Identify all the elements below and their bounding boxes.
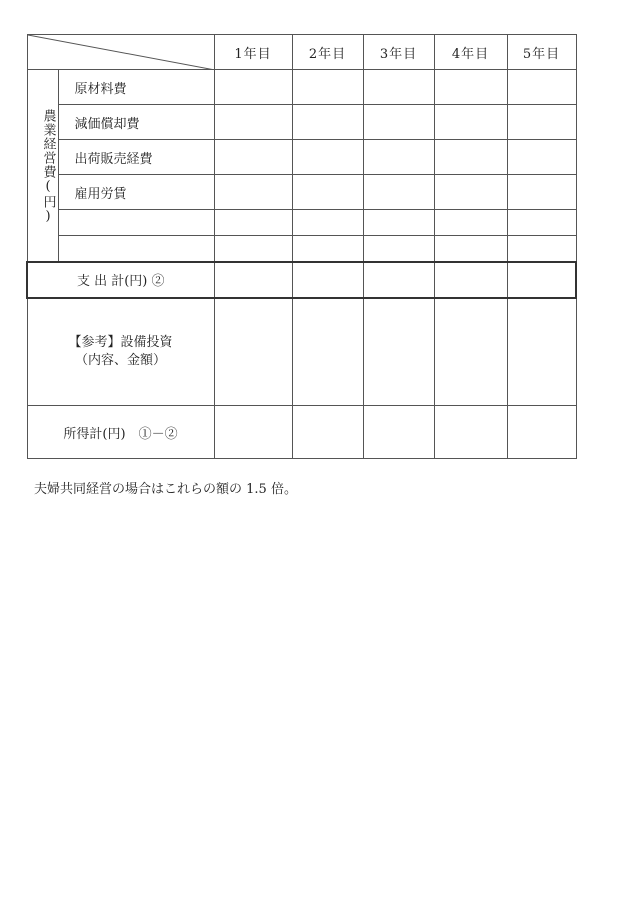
input-cell[interactable] [214, 262, 292, 298]
farm-expense-table [26, 34, 577, 459]
input-cell[interactable] [292, 70, 363, 105]
input-cell[interactable] [363, 105, 434, 140]
header-row [27, 35, 576, 70]
input-cell[interactable] [363, 175, 434, 210]
year-header-3: 3年目 [363, 35, 434, 70]
income-row [27, 406, 576, 459]
year-header-5: 5年目 [507, 35, 576, 70]
input-cell[interactable] [507, 140, 576, 175]
input-cell[interactable] [214, 236, 292, 262]
input-cell[interactable] [292, 406, 363, 459]
expense-label-blank[interactable] [58, 210, 214, 236]
input-cell[interactable] [507, 406, 576, 459]
expense-row [27, 105, 576, 140]
input-cell[interactable] [434, 70, 507, 105]
section-label-farm-expenses: 農業経営費(円) [27, 70, 58, 262]
diagonal-line [28, 35, 215, 70]
input-cell[interactable] [507, 236, 576, 262]
input-cell[interactable] [434, 140, 507, 175]
input-cell[interactable] [214, 406, 292, 459]
input-cell[interactable] [292, 298, 363, 406]
input-cell[interactable] [292, 140, 363, 175]
input-cell[interactable] [214, 105, 292, 140]
input-cell[interactable] [434, 105, 507, 140]
input-cell[interactable] [363, 70, 434, 105]
expense-label-labor-wages: 雇用労賃 [58, 175, 214, 210]
input-cell[interactable] [214, 210, 292, 236]
expense-label-depreciation: 減価償却費 [58, 105, 214, 140]
input-cell[interactable] [507, 70, 576, 105]
input-cell[interactable] [214, 140, 292, 175]
input-cell[interactable] [507, 105, 576, 140]
expense-row [27, 236, 576, 262]
year-header-1: 1年目 [214, 35, 292, 70]
expense-label-blank[interactable] [58, 236, 214, 262]
reference-label [27, 298, 214, 406]
reference-row [27, 298, 576, 406]
expense-row [27, 70, 576, 105]
input-cell[interactable] [363, 210, 434, 236]
expense-row [27, 175, 576, 210]
reference-label-line2: （内容、金額） [74, 352, 166, 368]
input-cell[interactable] [507, 175, 576, 210]
expense-row [27, 140, 576, 175]
year-header-4: 4年目 [434, 35, 507, 70]
input-cell[interactable] [434, 210, 507, 236]
input-cell[interactable] [214, 70, 292, 105]
input-cell[interactable] [363, 406, 434, 459]
total-expense-label: 支 出 計(円) ② [27, 262, 214, 298]
input-cell[interactable] [292, 105, 363, 140]
total-expense-row [27, 262, 576, 298]
input-cell[interactable] [363, 262, 434, 298]
input-cell[interactable] [292, 236, 363, 262]
expense-row [27, 210, 576, 236]
reference-label-line1: 【参考】設備投資 [68, 334, 173, 350]
diagonal-header-cell [27, 35, 214, 70]
input-cell[interactable] [434, 175, 507, 210]
input-cell[interactable] [214, 298, 292, 406]
input-cell[interactable] [363, 140, 434, 175]
year-header-2: 2年目 [292, 35, 363, 70]
input-cell[interactable] [434, 298, 507, 406]
input-cell[interactable] [507, 210, 576, 236]
input-cell[interactable] [292, 175, 363, 210]
income-total-label: 所得計(円) ①－② [27, 406, 214, 459]
input-cell[interactable] [214, 175, 292, 210]
input-cell[interactable] [292, 262, 363, 298]
input-cell[interactable] [363, 236, 434, 262]
footnote: 夫婦共同経営の場合はこれらの額の 1.5 倍。 [34, 482, 297, 497]
input-cell[interactable] [434, 262, 507, 298]
input-cell[interactable] [507, 298, 576, 406]
expense-label-raw-materials: 原材料費 [58, 70, 214, 105]
input-cell[interactable] [434, 406, 507, 459]
input-cell[interactable] [363, 298, 434, 406]
input-cell[interactable] [292, 210, 363, 236]
expense-label-shipping-sales: 出荷販売経費 [58, 140, 214, 175]
input-cell[interactable] [507, 262, 576, 298]
input-cell[interactable] [434, 236, 507, 262]
